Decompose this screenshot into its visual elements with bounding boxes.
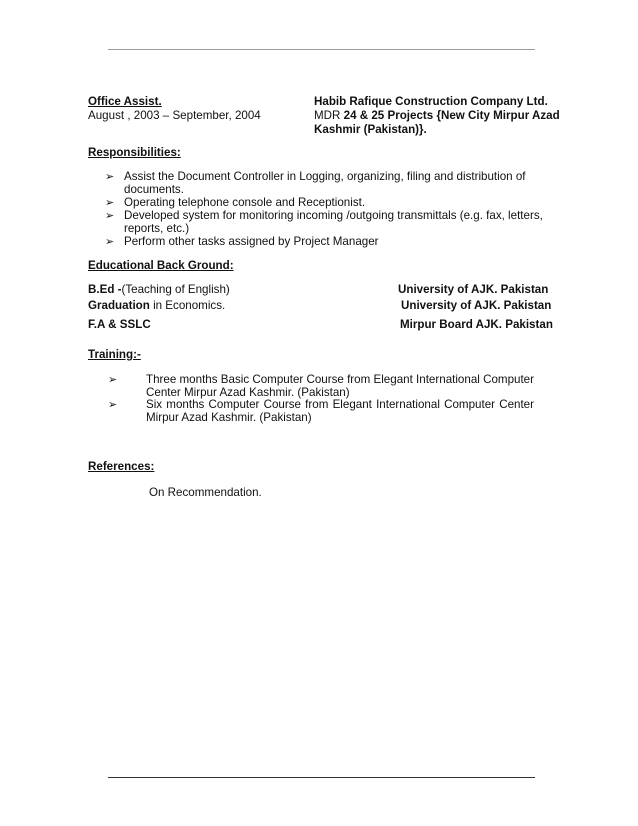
responsibility-item-3-cont: reports, etc.) bbox=[124, 222, 190, 235]
job-location-line1 bbox=[314, 109, 560, 123]
job-location-line2: Kashmir (Pakistan)}. bbox=[314, 123, 427, 136]
top-divider bbox=[108, 49, 535, 50]
degree-name: B.Ed - bbox=[88, 283, 122, 296]
job-period: August , 2003 – September, 2004 bbox=[88, 109, 261, 122]
bullet-icon: ➢ bbox=[105, 171, 115, 183]
education-heading: Educational Back Ground: bbox=[88, 259, 234, 272]
references-text: On Recommendation. bbox=[149, 486, 262, 499]
degree-name: Graduation bbox=[88, 299, 150, 312]
bullet-icon: ➢ bbox=[108, 374, 118, 386]
education-row-2-institution: University of AJK. Pakistan bbox=[401, 299, 552, 312]
training-item-2-line1: Six months Computer Course from Elegant International Computer Center bbox=[146, 398, 534, 411]
training-item-1-line2: Center Mirpur Azad Kashmir. (Pakistan) bbox=[146, 386, 350, 399]
references-heading: References: bbox=[88, 460, 155, 473]
training-heading: Training:- bbox=[88, 348, 141, 361]
training-item-2-line2: Mirpur Azad Kashmir. (Pakistan) bbox=[146, 411, 312, 424]
responsibilities-heading: Responsibilities: bbox=[88, 146, 181, 159]
degree-detail: in Economics. bbox=[149, 299, 226, 312]
education-row-3-institution: Mirpur Board AJK. Pakistan bbox=[400, 318, 553, 331]
job-title: Office Assist. bbox=[88, 95, 162, 108]
training-item-1-line1: Three months Basic Computer Course from Elegant International Computer bbox=[146, 373, 534, 386]
education-row-2-degree bbox=[88, 299, 225, 313]
location-project: 24 & 25 Projects {New City Mirpur Azad bbox=[343, 109, 560, 122]
bullet-icon: ➢ bbox=[105, 210, 115, 222]
company-name: Habib Rafique Construction Company Ltd. bbox=[314, 95, 548, 108]
responsibility-item-1-cont: documents. bbox=[124, 183, 184, 196]
location-prefix: MDR bbox=[314, 109, 341, 122]
responsibility-item-1: Assist the Document Controller in Logging, organizing, filing and distribution of bbox=[124, 170, 526, 183]
education-row-1-institution: University of AJK. Pakistan bbox=[398, 283, 549, 296]
responsibility-item-3: Developed system for monitoring incoming /outgoing transmittals (e.g. fax, letters, bbox=[124, 209, 543, 222]
responsibility-item-2: Operating telephone console and Receptionist. bbox=[124, 196, 366, 209]
responsibility-item-4: Perform other tasks assigned by Project Manager bbox=[124, 235, 379, 248]
bottom-divider bbox=[108, 777, 535, 778]
education-row-3-degree: F.A & SSLC bbox=[88, 318, 151, 331]
bullet-icon: ➢ bbox=[105, 197, 115, 209]
education-row-1-degree bbox=[88, 283, 230, 297]
bullet-icon: ➢ bbox=[108, 399, 118, 411]
bullet-icon: ➢ bbox=[105, 236, 115, 248]
degree-detail: (Teaching of English) bbox=[121, 283, 230, 296]
